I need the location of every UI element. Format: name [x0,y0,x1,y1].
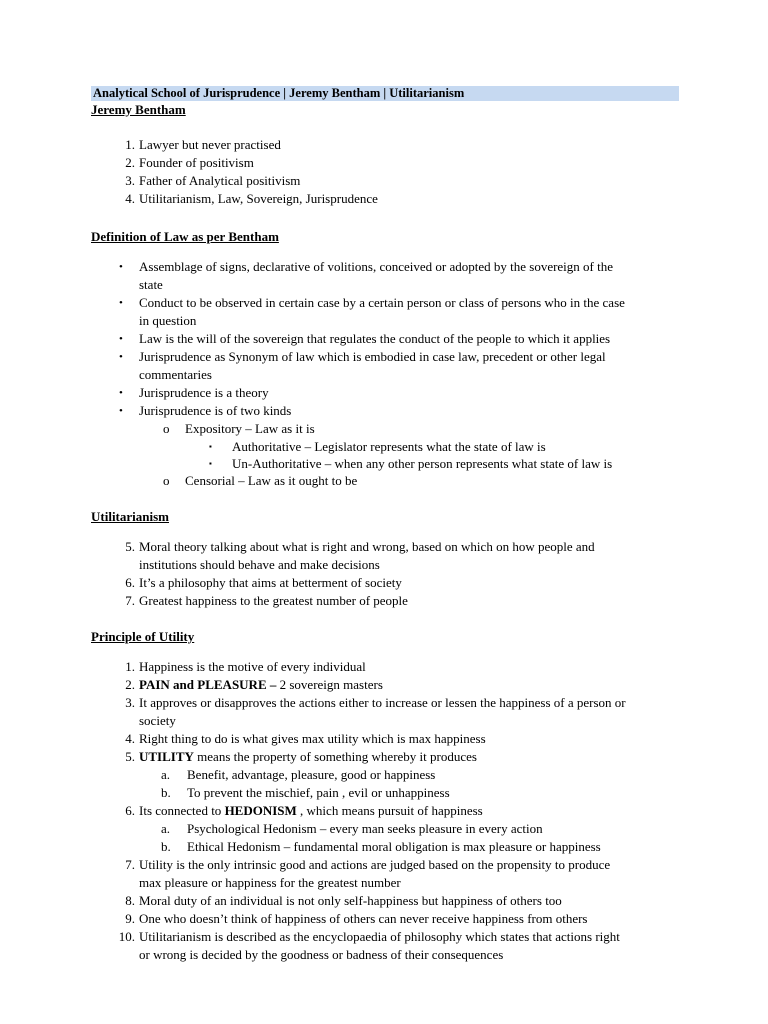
list-item: 9. One who doesn’t think of happiness of others can never receive happiness from others [125,911,588,926]
list-item: • Assemblage of signs, declarative of volitions, conceived or adopted by the sovereign of the state [119,259,614,292]
list-item: b. Ethical Hedonism – fundamental moral obligation is max pleasure or happiness [161,839,601,854]
document-title: Analytical School of Jurisprudence | Jeremy Bentham | Utilitarianism [91,86,679,101]
list-item: 4. Right thing to do is what gives max utility which is max happiness [125,731,486,746]
utilitarianism-heading: Utilitarianism [91,509,169,524]
utility-list [91,658,691,964]
list-item: • Jurisprudence as Synonym of law which is embodied in case law, precedent or other legal commentaries [119,349,606,382]
bentham-list [91,136,691,208]
list-item: 7. Utility is the only intrinsic good and actions are judged based on the propensity to produce max pleasure or happiness for the greatest number [125,857,611,890]
list-item: 5. Moral theory talking about what is right and wrong, based on which on how people and institutions should behave and make decisions [125,539,595,572]
list-item-expository: o Expository – Law as it is [163,421,315,436]
utilitarianism-list [91,538,691,610]
list-item: 8. Moral duty of an individual is not only self-happiness but happiness of others too [125,893,562,908]
definition-heading: Definition of Law as per Bentham [91,229,279,244]
definition-list [91,258,691,490]
list-item: 6. Its connected to HEDONISM , which means pursuit of happiness [125,803,483,818]
list-item: 10. Utilitarianism is described as the encyclopaedia of philosophy which states that actions right or wrong is decided by the goodness or badness of their consequences [118,929,620,962]
list-item: • Law is the will of the sovereign that regulates the conduct of the people to which it applies [119,331,611,346]
list-item: b. To prevent the mischief, pain , evil or unhappiness [161,785,450,800]
bentham-heading: Jeremy Bentham [91,102,186,117]
list-item: • Conduct to be observed in certain case by a certain person or class of persons who in the case in question [119,295,625,328]
list-item-authoritative: ▪ Authoritative – Legislator represents what the state of law is [209,439,546,454]
list-item: 1. Lawyer but never practised [125,137,281,152]
list-item: 6. It’s a philosophy that aims at betterment of society [125,575,402,590]
list-item: • Jurisprudence is of two kinds [119,403,292,418]
list-item: a. Psychological Hedonism – every man seeks pleasure in every action [161,821,543,836]
list-item: 3. It approves or disapproves the actions either to increase or lessen the happiness of a person or society [125,695,626,728]
list-item-censorial: o Censorial – Law as it ought to be [163,473,358,488]
list-item-unauthoritative: ▪ Un-Authoritative – when any other person represents what state of law is [209,456,613,471]
list-item: 2. Founder of positivism [125,155,254,170]
list-item: 3. Father of Analytical positivism [125,173,301,188]
list-item: • Jurisprudence is a theory [119,385,269,400]
list-item: 7. Greatest happiness to the greatest number of people [125,593,408,608]
list-item: 5. UTILITY means the property of something whereby it produces [125,749,477,764]
list-item: 2. PAIN and PLEASURE – 2 sovereign masters [125,677,383,692]
list-item: 4. Utilitarianism, Law, Sovereign, Jurisprudence [125,191,378,206]
utility-heading: Principle of Utility [91,629,195,644]
document-page [91,86,691,964]
list-item: 1. Happiness is the motive of every individual [125,659,366,674]
list-item: a. Benefit, advantage, pleasure, good or happiness [161,767,436,782]
